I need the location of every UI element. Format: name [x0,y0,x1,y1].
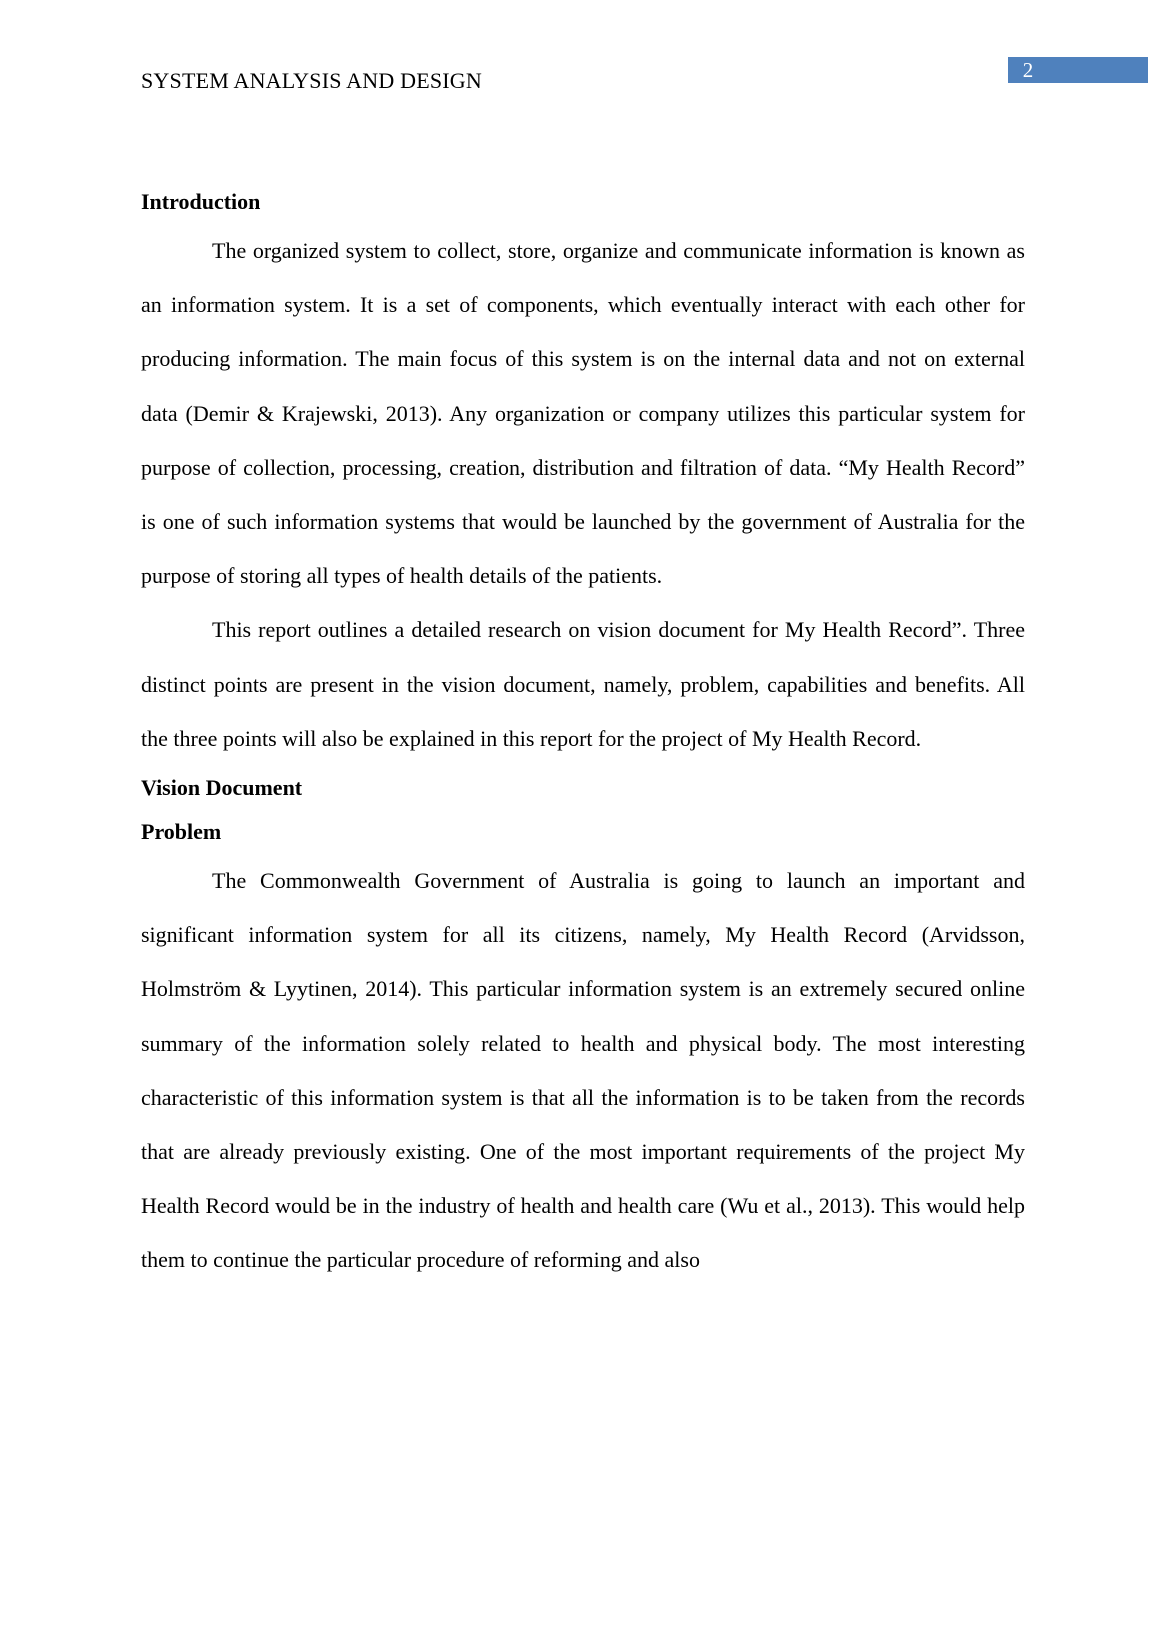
page-number: 2 [1022,58,1034,82]
running-head: SYSTEM ANALYSIS AND DESIGN [141,68,482,93]
document-body [141,180,1025,1288]
problem-paragraph-1: The Commonwealth Government of Australia is going to launch an important and significant information system for all its citizens, namely, My Health Record (Arvidsson, Holmström & Lyytinen, 2014). This particular information system is an extremely secured online summary of the information solely related to health and physical body. The most interesting characteristic of this information system is that all the information is to be taken from the records that are already previously existing. One of the most important requirements of the project My Health Record would be in the industry of health and health care (Wu et al., 2013). This would help them to continue the particular procedure of reforming and also [141,868,1025,1273]
vision-document-heading: Vision Document [141,775,303,801]
introduction-paragraph-2: This report outlines a detailed research on vision document for My Health Record”. Three distinct points are present in the vision document, namely, problem, capabilities and benefits. All the three points will also be explained in this report for the project of My Health Record. [141,617,1025,751]
problem-heading: Problem [141,819,222,845]
introduction-heading: Introduction [141,189,261,214]
introduction-paragraph-1: The organized system to collect, store, organize and communicate information is known as an information system. It is a set of components, which eventually interact with each other for producing information. The main focus of this system is on the internal data and not on external data (Demir & Krajewski, 2013). Any organization or company utilizes this particular system for purpose of collection, processing, creation, distribution and filtration of data. “My Health Record” is one of such information systems that would be launched by the government of Australia for the purpose of storing all types of health details of the patients. [141,238,1025,589]
page-number-badge [1008,57,1148,83]
